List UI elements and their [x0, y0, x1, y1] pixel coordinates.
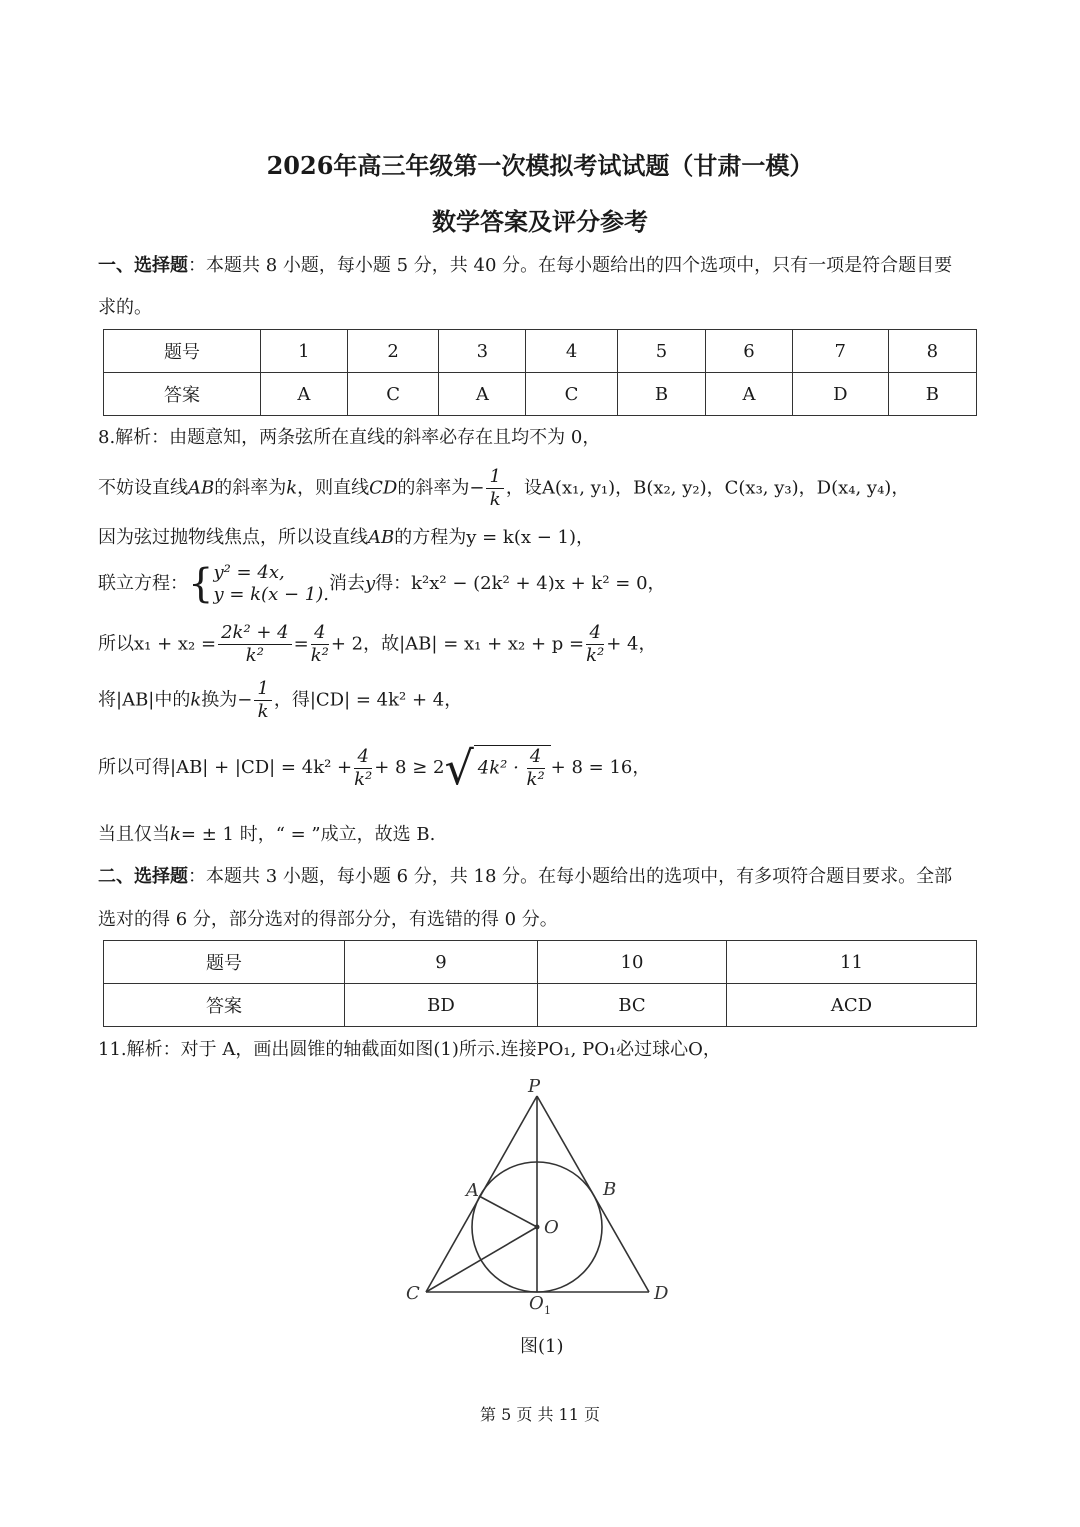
- table-head-cell: 答案: [104, 984, 345, 1027]
- text-span: ，得|CD| = 4k² + 4，: [273, 689, 463, 711]
- label-c: C: [406, 1283, 420, 1304]
- math-span: CD: [369, 477, 398, 499]
- q11-line1: 11.解析：对于 A，画出圆锥的轴截面如图(1)所示.连接PO₁, PO₁必过球心O，: [98, 1039, 721, 1060]
- q8-line6: [98, 678, 462, 723]
- table-cell: C: [526, 373, 618, 416]
- table-cell: 6: [706, 330, 793, 373]
- table-row: [104, 941, 977, 984]
- answer-table-1: [103, 329, 977, 416]
- fraction: $\frac{4}{\text{k²}}$: [354, 745, 373, 790]
- math-span: y: [364, 573, 376, 594]
- equation-1: y² = 4x,: [213, 562, 285, 583]
- fraction: $\frac{4}{\text{k²}}$: [586, 622, 605, 666]
- math-span: AB: [368, 527, 395, 548]
- table-head-cell: 答案: [104, 373, 261, 416]
- text-span: + 2，故|AB| = x₁ + x₂ + p =: [330, 633, 585, 655]
- text-span: 联立方程：: [98, 573, 188, 594]
- text-span: 当且仅当: [98, 824, 170, 845]
- label-o1-sub: 1: [544, 1304, 551, 1317]
- q8-line1: 8.解析：由题意知，两条弦所在直线的斜率必存在且均不为 0，: [98, 427, 601, 448]
- fraction: $\frac{4}{\text{k²}}$: [310, 622, 329, 666]
- section1-intro-cont: 求的。: [98, 297, 152, 318]
- table-cell: B: [617, 373, 705, 416]
- label-d: D: [654, 1283, 669, 1304]
- table-cell: D: [792, 373, 888, 416]
- math-span: k: [170, 824, 181, 845]
- table-cell: C: [347, 373, 439, 416]
- text-span: =: [293, 633, 309, 655]
- table-cell: 5: [617, 330, 705, 373]
- table-head-cell: 题号: [104, 330, 261, 373]
- section2-label: 二、选择题: [98, 866, 188, 887]
- table-row: [104, 984, 977, 1027]
- table-cell: 7: [792, 330, 888, 373]
- text-span: + 8 = 16，: [550, 757, 651, 778]
- label-b: B: [603, 1179, 617, 1200]
- text-span: 将|AB|中的: [98, 689, 191, 711]
- brace-symbol: {: [188, 561, 214, 607]
- text-span: ，则直线: [297, 477, 370, 499]
- text-span: 的斜率为: [214, 477, 287, 499]
- table-cell: 11: [727, 941, 977, 984]
- radicand: 4k² · $\frac{4}{\text{k²}}$: [474, 745, 551, 791]
- text-span: 消去: [328, 573, 365, 594]
- q8-line4: [98, 562, 666, 606]
- math-span: AB: [188, 477, 215, 499]
- label-p: P: [528, 1076, 541, 1097]
- q8-line5: [98, 622, 657, 667]
- equation-system: [213, 562, 329, 606]
- text-span: 换为−: [201, 689, 253, 711]
- q8-line8: [98, 823, 435, 847]
- answer-table-2: [103, 940, 977, 1027]
- table-cell: 2: [347, 330, 439, 373]
- table-cell: 9: [345, 941, 538, 984]
- q8-line7: [98, 741, 651, 795]
- table-cell: 1: [261, 330, 348, 373]
- math-span: k: [190, 689, 202, 711]
- table-cell: 8: [888, 330, 976, 373]
- label-o1: O: [529, 1293, 544, 1314]
- table-cell: 3: [439, 330, 526, 373]
- section2-heading: [98, 865, 952, 889]
- q8-line3: [98, 526, 594, 550]
- page-footer: 第 5 页 共 11 页: [480, 1405, 600, 1424]
- text-span: 不妨设直线: [98, 477, 188, 499]
- line-oa: [479, 1196, 537, 1227]
- text-span: + 4，: [606, 633, 657, 655]
- text-span: = ± 1 时，“ = ”成立，故选 B.: [180, 824, 436, 845]
- table-cell: A: [439, 373, 526, 416]
- q8-line2: [98, 466, 909, 511]
- text-span: 的方程为y = k(x − 1)，: [394, 527, 595, 548]
- text-span: 因为弦过抛物线焦点，所以设直线: [98, 527, 368, 548]
- cone-cross-section-figure: [400, 1070, 690, 1330]
- center-point: [535, 1225, 540, 1230]
- table-row: [104, 373, 977, 416]
- section2-intro: ：本题共 3 小题，每小题 6 分，共 18 分。在每小题给出的选项中，有多项符合题目要求。全部: [188, 866, 953, 887]
- text-span: 得：k²x² − (2k² + 4)x + k² = 0，: [375, 573, 666, 594]
- text-span: ，设A(x₁, y₁)，B(x₂, y₂)，C(x₃, y₃)，D(x₄, y₄)，: [505, 477, 910, 499]
- figure-caption: 图(1): [520, 1336, 564, 1357]
- section1-label: 一、选择题: [98, 255, 188, 276]
- page-subtitle: 数学答案及评分参考: [432, 207, 648, 236]
- section2-intro-cont: 选对的得 6 分，部分选对的得部分分，有选错的得 0 分。: [98, 909, 558, 930]
- fraction: $\frac{\text{2k² + 4}}{\text{k²}}$: [218, 622, 292, 667]
- page-title: 2026年高三年级第一次模拟考试试题（甘肃一模）: [266, 151, 814, 180]
- math-span: k: [286, 477, 298, 499]
- table-cell: B: [888, 373, 976, 416]
- table-head-cell: 题号: [104, 941, 345, 984]
- table-cell: BC: [538, 984, 727, 1027]
- table-cell: A: [706, 373, 793, 416]
- radical-sign: √: [444, 741, 474, 795]
- label-o: O: [544, 1217, 559, 1238]
- table-cell: 4: [526, 330, 618, 373]
- table-cell: A: [261, 373, 348, 416]
- equation-2: y = k(x − 1).: [213, 584, 329, 605]
- table-row: [104, 330, 977, 373]
- table-cell: 10: [538, 941, 727, 984]
- fraction: $\frac{1}{k}$: [486, 466, 503, 511]
- table-cell: ACD: [727, 984, 977, 1027]
- fraction: $\frac{1}{k}$: [254, 678, 271, 723]
- table-cell: BD: [345, 984, 538, 1027]
- section1-intro: ：本题共 8 小题，每小题 5 分，共 40 分。在每小题给出的四个选项中，只有一项是符合题目要: [188, 255, 953, 276]
- section1-heading: [98, 254, 952, 278]
- text-span: 所以可得|AB| + |CD| = 4k² +: [98, 757, 353, 778]
- text-span: + 8 ≥ 2: [374, 757, 445, 778]
- label-a: A: [466, 1180, 479, 1201]
- text-span: 的斜率为−: [397, 477, 485, 499]
- text-span: 所以x₁ + x₂ =: [98, 633, 217, 655]
- line-oc: [426, 1227, 537, 1292]
